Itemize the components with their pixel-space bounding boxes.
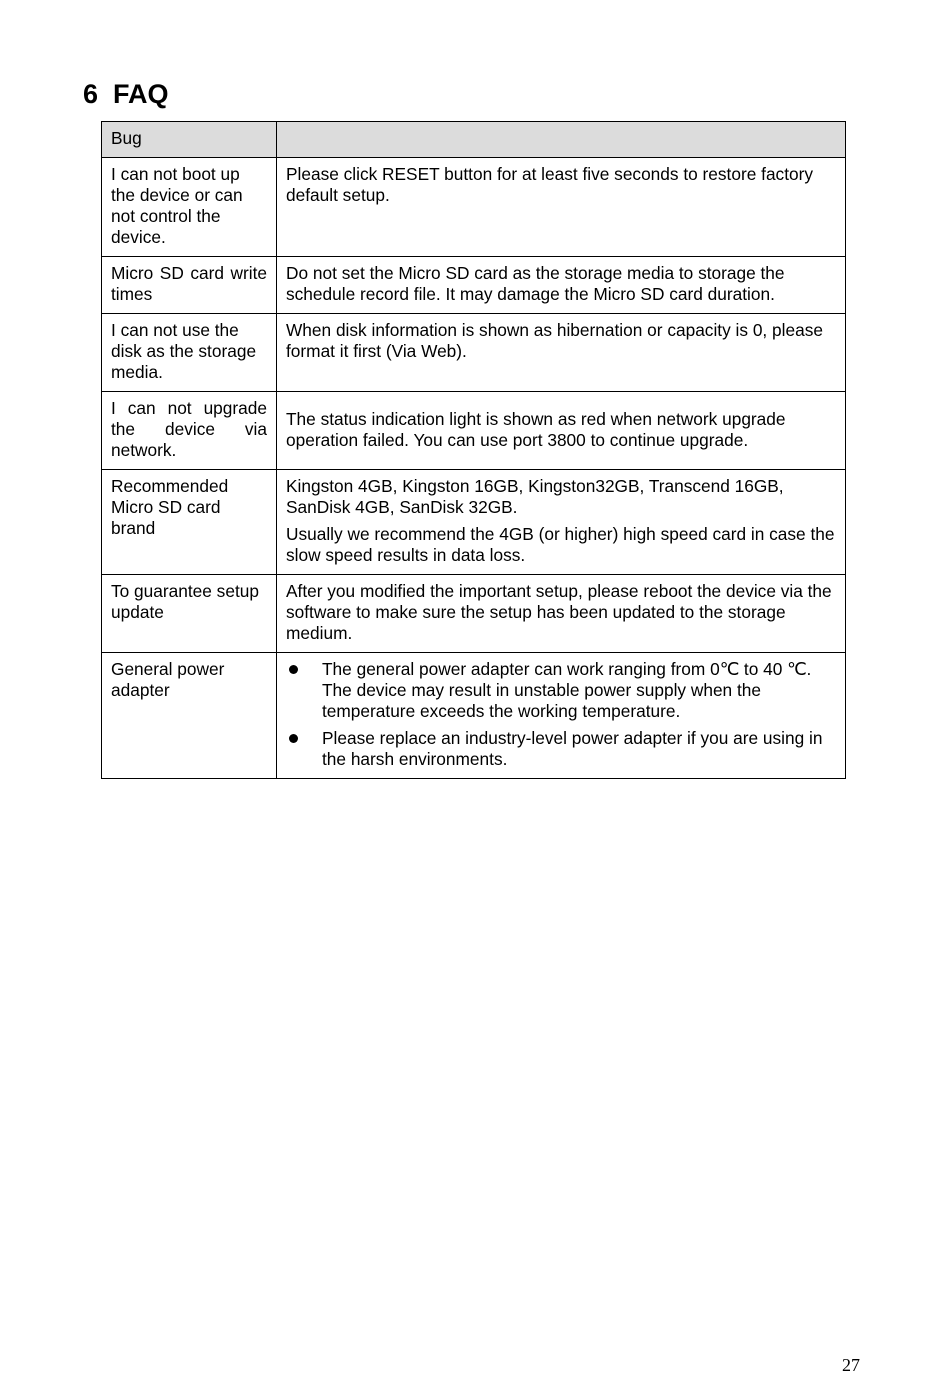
table-row [102, 257, 846, 314]
question-cell: I can not use the disk as the storage media. [102, 314, 277, 392]
question-cell: I can not boot up the device or can not control the device. [102, 158, 277, 257]
table-row [102, 158, 846, 257]
page-number: 27 [842, 1355, 860, 1375]
answer-cell [277, 158, 846, 257]
question-cell: Micro SD card write times [102, 257, 277, 314]
bullet-list [286, 659, 836, 770]
answer-text: Please click RESET button for at least five seconds to restore factory default setup. [286, 164, 814, 205]
bullet-icon [289, 734, 298, 743]
answer-text: Kingston 4GB, Kingston 16GB, Kingston32GB, Transcend 16GB, SanDisk 4GB, SanDisk 32GB. [286, 476, 784, 517]
table-header-row [102, 122, 846, 158]
bullet-item [286, 659, 836, 722]
table-row [102, 653, 846, 779]
table-row [102, 575, 846, 653]
header-cell-bug: Bug [102, 122, 277, 158]
bullet-text: Please replace an industry-level power adapter if you are using in the harsh environments. [322, 728, 823, 769]
answer-text: Do not set the Micro SD card as the storage media to storage the schedule record file. It may damage the Micro SD card duration. [286, 263, 785, 304]
bullet-icon [289, 665, 298, 674]
answer-cell [277, 575, 846, 653]
answer-cell [277, 470, 846, 575]
answer-text: Usually we recommend the 4GB (or higher) high speed card in case the slow speed results in data loss. [286, 524, 835, 565]
table-row [102, 392, 846, 470]
faq-table [101, 121, 846, 779]
answer-cell [277, 653, 846, 779]
header-cell-answer [277, 122, 846, 158]
question-cell: General power adapter [102, 653, 277, 779]
question-cell: Recommended Micro SD card brand [102, 470, 277, 575]
answer-cell [277, 257, 846, 314]
question-cell: To guarantee setup update [102, 575, 277, 653]
answer-cell [277, 314, 846, 392]
table-row [102, 314, 846, 392]
bullet-item [286, 728, 836, 770]
section-heading: 6 FAQ [83, 79, 169, 109]
bullet-text: The general power adapter can work ranging from 0℃ to 40 ℃. The device may result in unstable power supply when the temperature exceeds the working temperature. [322, 659, 812, 721]
table-row [102, 470, 846, 575]
answer-cell [277, 392, 846, 470]
answer-text: The status indication light is shown as red when network upgrade operation failed. You can use port 3800 to continue upgrade. [286, 408, 786, 450]
answer-text: After you modified the important setup, please reboot the device via the software to make sure the setup has been updated to the storage medium. [286, 581, 832, 643]
answer-text: When disk information is shown as hibernation or capacity is 0, please format it first (Via Web). [286, 320, 823, 361]
question-cell: I can not upgrade the device via network. [102, 392, 277, 470]
